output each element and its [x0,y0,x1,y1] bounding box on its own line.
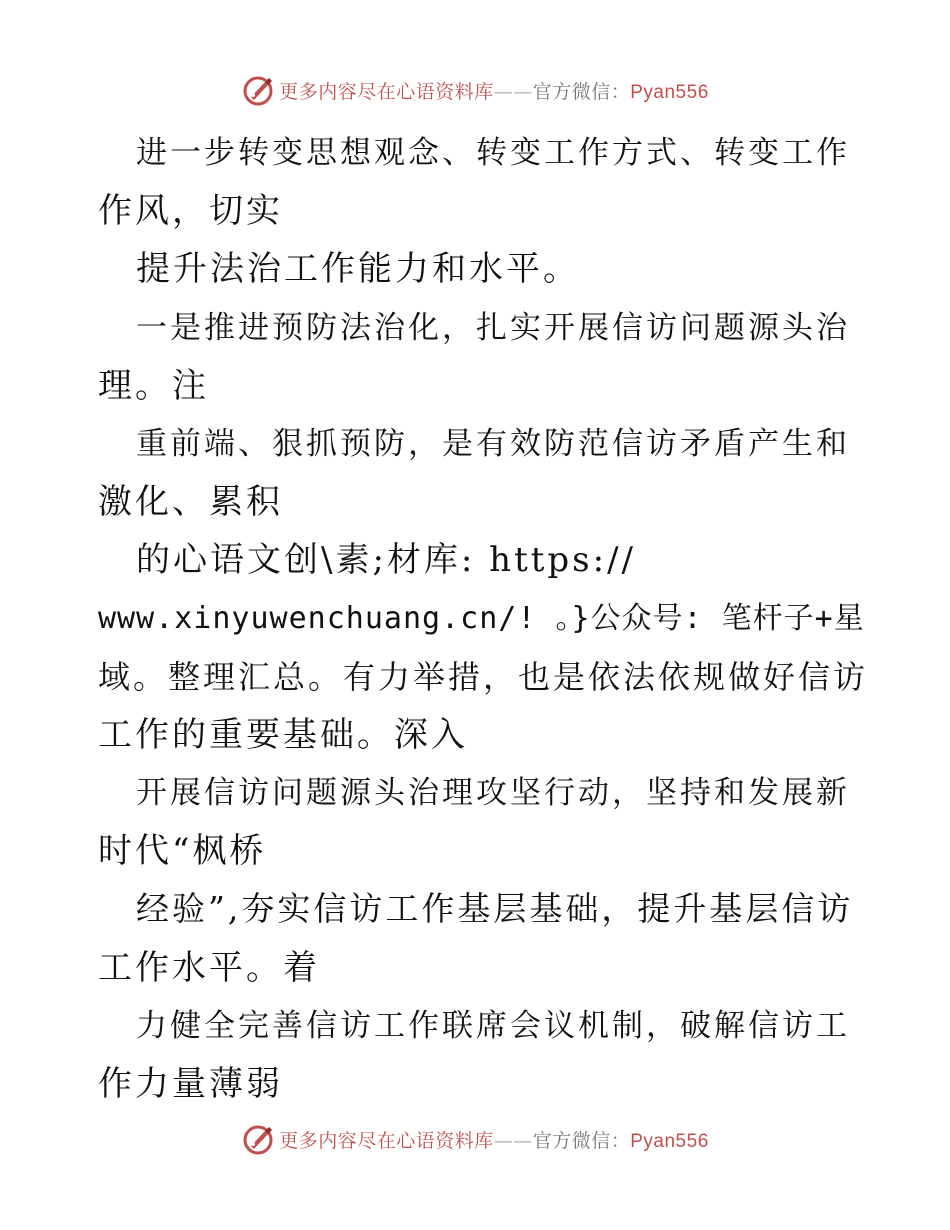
body-line: 激化、累积 [98,482,283,523]
body-line: 工作的重要基础。深入 [98,714,468,755]
body-line: 理。注 [98,365,209,406]
watermark-brand: 更多内容尽在心语资料库 [279,80,494,103]
body-line: 作风，切实 [98,191,283,232]
watermark-inner [241,1119,709,1159]
body-line: 一是推进预防法治化，扎实开展信访问题源头治 [136,309,850,346]
watermark-id: Pyan556 [630,81,709,103]
body-line: 提升法治工作能力和水平。 [136,249,580,290]
body-line: 域。整理汇总。有力举措，也是依法依规做好信访 [98,657,869,696]
watermark-label: 官方微信： [532,80,631,103]
document-body [98,124,869,1113]
header-watermark [0,70,950,110]
body-line: 力健全完善信访工作联席会议机制，破解信访工 [136,1007,850,1044]
watermark-dash: —— [493,80,533,103]
body-line: 经验”,夯实信访工作基层基础，提升基层信访 [136,889,854,929]
brand-logo-icon [241,73,275,107]
body-line: 重前端、狠抓预防，是有效防范信访矛盾产生和 [136,425,850,462]
body-line: 作力量薄弱 [98,1064,283,1104]
body-line: 进一步转变思想观念、转变工作方式、转变工作 [136,135,850,171]
watermark-text [279,77,709,104]
watermark-text [279,1126,709,1153]
watermark-inner [241,70,709,110]
footer-watermark [0,1119,950,1159]
watermark-id: Pyan556 [630,1130,709,1152]
body-line: 开展信访问题源头治理攻坚行动，坚持和发展新 [136,775,850,812]
body-line: www.xinyuwenchuang.cn/! 。}公众号: 笔杆子+星 [98,600,865,636]
body-line: 的心语文创\素;材库: https:// [136,540,636,581]
watermark-dash: —— [493,1129,533,1152]
body-line: 工作水平。着 [98,947,320,988]
body-line: 时代“枫桥 [98,831,267,872]
brand-logo-icon [241,1122,275,1156]
watermark-label: 官方微信： [532,1129,631,1152]
watermark-brand: 更多内容尽在心语资料库 [279,1129,494,1152]
